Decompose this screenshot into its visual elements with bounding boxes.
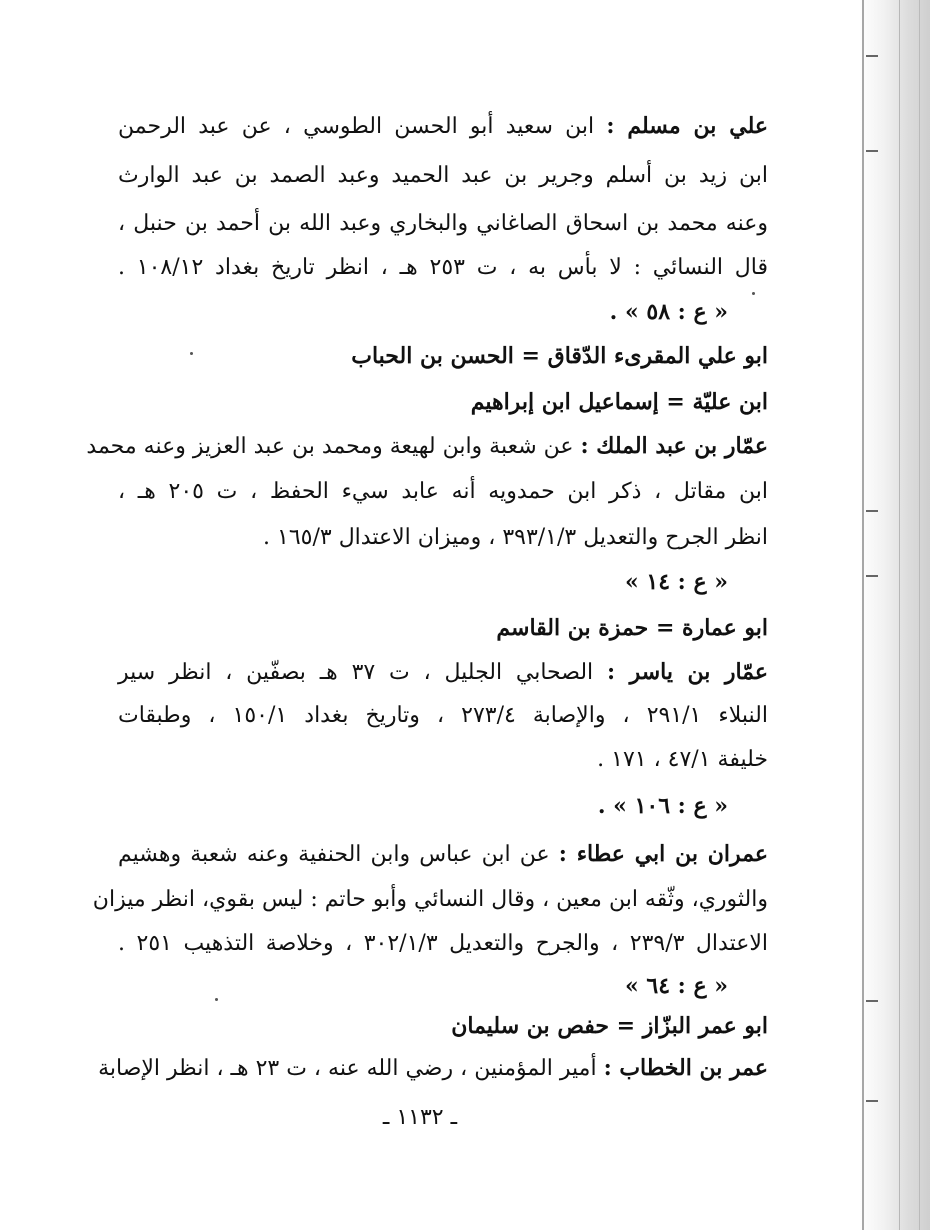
entry-line xyxy=(98,1048,768,1088)
entry-text: عن ابن عباس وابن الحنفية وعنه شعبة وهشيم xyxy=(118,842,559,867)
entry-line xyxy=(118,834,768,874)
entry-line: انظر الجرح والتعديل ٣٩٣/١/٣ ، وميزان الاعتدال ١٦٥/٣ . xyxy=(263,525,768,550)
entry-heading: عمّار بن عبد الملك : xyxy=(580,433,768,459)
page-number xyxy=(0,1098,930,1138)
entry-heading: عمّار بن ياسر : xyxy=(606,659,768,685)
entry-text: الصحابي الجليل ، ت ٣٧ هـ بصفّين ، انظر سير xyxy=(118,660,607,685)
entry-code: « ع : ١٤ » xyxy=(624,569,728,595)
page-edge-line xyxy=(862,0,864,1230)
entry-text: عن شعبة وابن لهيعة ومحمد بن عبد العزيز وعنه محمد xyxy=(86,434,581,459)
edge-mark xyxy=(866,575,878,577)
entry-line: وعنه محمد بن اسحاق الصاغاني والبخاري وعبد الله بن أحمد بن حنبل ، xyxy=(118,211,768,236)
entry-code: « ع : ٦٤ » xyxy=(624,973,728,999)
page-edge-line xyxy=(919,0,920,1230)
entry-line: قال النسائي : لا بأس به ، ت ٢٥٣ هـ ، انظر تاريخ بغداد ١٠٨/١٢ . xyxy=(118,255,768,280)
entry-heading: عمر بن الخطاب : xyxy=(603,1055,768,1081)
edge-mark xyxy=(866,55,878,57)
edge-mark xyxy=(866,1000,878,1002)
entry-text: أمير المؤمنين ، رضي الله عنه ، ت ٢٣ هـ ، انظر الإصابة xyxy=(98,1056,604,1081)
entry-line: ابن مقاتل ، ذكر ابن حمدويه أنه عابد سيء الحفظ ، ت ٢٠٥ هـ ، xyxy=(118,479,769,504)
entry-text: ابن سعيد أبو الحسن الطوسي ، عن عبد الرحمن xyxy=(118,114,607,139)
entry-line xyxy=(118,106,768,146)
page-number-text: ـ ١١٣٢ ـ xyxy=(382,1105,458,1130)
entry-line: خليفة ٤٧/١ ، ١٧١ . xyxy=(597,747,768,772)
cross-reference: ابو عمارة = حمزة بن القاسم xyxy=(496,615,768,641)
entry-line: والثوري، وثّقه ابن معين ، وقال النسائي وأبو حاتم : ليس بقوي، انظر ميزان xyxy=(92,887,768,912)
entry-code: « ع : ٥٨ » . xyxy=(609,299,728,325)
entry-line: النبلاء ٢٩١/١ ، والإصابة ٢٧٣/٤ ، وتاريخ بغداد ١٥٠/١ ، وطبقات xyxy=(118,703,768,728)
entry-line xyxy=(86,426,768,466)
edge-mark xyxy=(866,510,878,512)
entry-heading: عمران بن ابي عطاء : xyxy=(558,841,768,867)
entry-code: « ع : ١٠٦ » . xyxy=(597,793,728,819)
entry-line xyxy=(118,652,768,692)
entry-line: ابن زيد بن أسلم وجرير بن عبد الحميد وعبد الصمد بن عبد الوارث xyxy=(118,163,768,188)
cross-reference: ابو علي المقرىء الدّقاق = الحسن بن الحباب xyxy=(351,343,768,369)
entry-line: الاعتدال ٢٣٩/٣ ، والجرح والتعديل ٣٠٢/١/٣ ، وخلاصة التذهيب ٢٥١ . xyxy=(118,931,769,956)
cross-reference: ابو عمر البزّاز = حفص بن سليمان xyxy=(451,1013,768,1039)
entry-heading: علي بن مسلم : xyxy=(606,113,768,139)
edge-mark xyxy=(866,150,878,152)
page-edge-line xyxy=(899,0,900,1230)
cross-reference: ابن عليّة = إسماعيل ابن إبراهيم xyxy=(470,389,768,415)
